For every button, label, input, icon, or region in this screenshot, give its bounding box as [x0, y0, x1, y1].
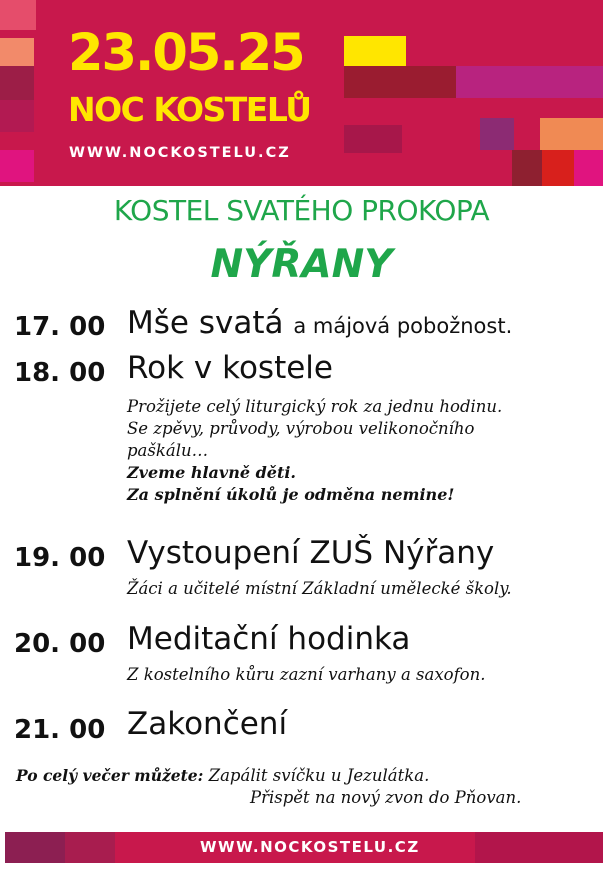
- schedule-time: 18. 00: [14, 358, 106, 388]
- footer-bar: [5, 832, 603, 863]
- footer-website-link[interactable]: WWW.NOCKOSTELU.CZ: [200, 838, 420, 856]
- banner-tile: [344, 36, 406, 66]
- town-name: NÝŘANY: [210, 242, 393, 287]
- banner-tile: [574, 150, 603, 186]
- footer-tile: [65, 832, 115, 863]
- evening-note-label: Po celý večer můžete:: [16, 766, 204, 785]
- schedule-title: Zakončení: [127, 706, 288, 742]
- banner-tile: [456, 66, 603, 98]
- banner-tile: [0, 100, 34, 132]
- schedule-description: Žáci a učitelé místní Základní umělecké školy.: [127, 579, 512, 598]
- banner-tile: [512, 150, 542, 186]
- banner-tile: [0, 66, 34, 100]
- schedule-title: Vystoupení ZUŠ Nýřany: [127, 535, 495, 571]
- evening-note-item: Přispět na nový zvon do Pňovan.: [250, 788, 522, 807]
- schedule-title-main: Mše svatá: [127, 305, 284, 341]
- footer-tile: [5, 832, 65, 863]
- banner-tile: [344, 66, 456, 98]
- description-line: paškálu…: [127, 441, 209, 460]
- banner-tile: [0, 150, 34, 182]
- schedule-title-extra: a májová pobožnost.: [293, 314, 513, 338]
- schedule-time: 17. 00: [14, 312, 106, 342]
- schedule-time: 19. 00: [14, 543, 106, 573]
- schedule-time: 21. 00: [14, 715, 106, 745]
- description-emphasis: Za splnění úkolů je odměna nemine!: [127, 485, 455, 504]
- banner-tile: [542, 150, 574, 186]
- evening-note-line: [16, 765, 596, 787]
- evening-note-item: Zapálit svíčku u Jezulátka.: [208, 766, 430, 785]
- banner-tile: [540, 118, 603, 150]
- description-line: Se zpěvy, průvody, výrobou velikonočního: [127, 419, 475, 438]
- event-title: NOC KOSTELŮ: [68, 90, 311, 129]
- schedule-description: [127, 396, 587, 506]
- schedule-description: Z kostelního kůru zazní varhany a saxofon.: [127, 665, 486, 684]
- description-line: Prožijete celý liturgický rok za jednu hodinu.: [127, 397, 503, 416]
- schedule-title: Rok v kostele: [127, 350, 333, 386]
- header-banner: [0, 0, 603, 186]
- banner-tile: [344, 125, 402, 153]
- event-date: 23.05.25: [68, 24, 304, 83]
- banner-website-link[interactable]: WWW.NOCKOSTELU.CZ: [69, 145, 291, 161]
- banner-tile: [0, 0, 36, 30]
- evening-note: [16, 765, 596, 809]
- description-emphasis: Zveme hlavně děti.: [127, 463, 296, 482]
- footer-tile: [475, 832, 603, 863]
- schedule-title: [127, 305, 513, 341]
- banner-tile: [480, 118, 514, 150]
- schedule-time: 20. 00: [14, 629, 106, 659]
- church-name: KOSTEL SVATÉHO PROKOPA: [113, 194, 490, 227]
- banner-tile: [0, 38, 34, 66]
- schedule-title: Meditační hodinka: [127, 621, 411, 657]
